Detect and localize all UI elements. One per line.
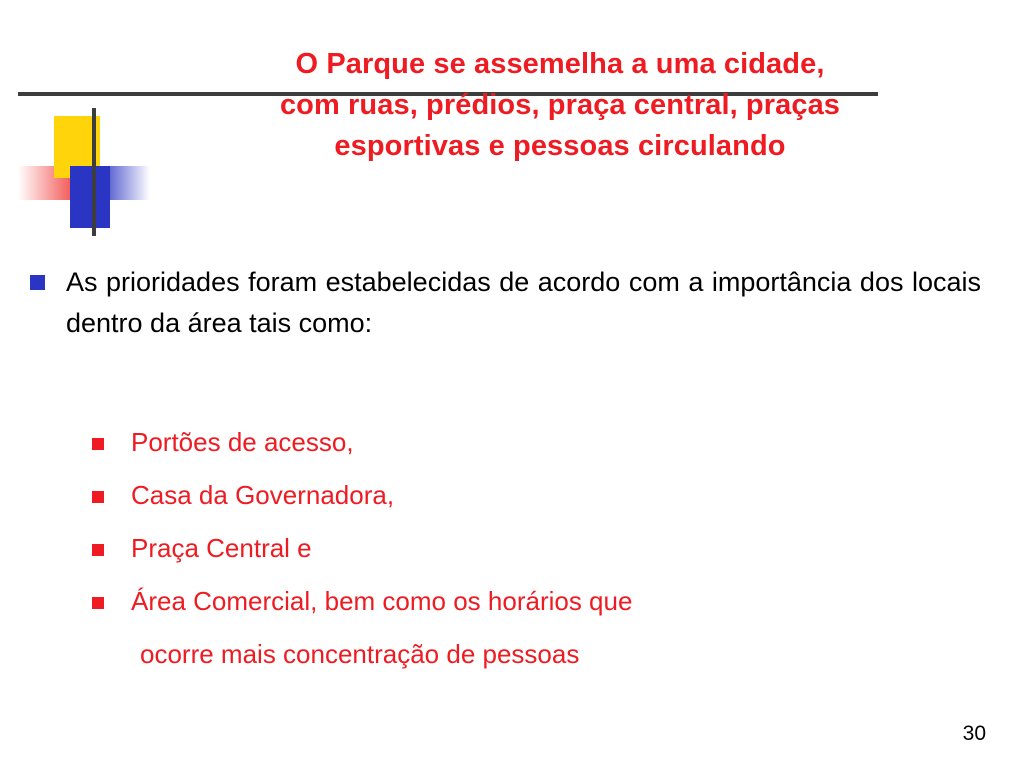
square-bullet-icon (92, 491, 104, 503)
logo-blue-fade-swatch (104, 166, 150, 200)
square-bullet-icon (92, 597, 104, 609)
slide-title-line-2: com ruas, prédios, praça central, praças (279, 89, 841, 121)
square-bullet-icon (92, 438, 104, 450)
sub-bullet-text: Praça Central e (131, 533, 312, 563)
main-bullet-text: As prioridades foram estabelecidas de acordo com a importância dos locais dentro da área tais como: (66, 267, 981, 338)
list-item (92, 531, 972, 565)
slide-title (150, 44, 970, 167)
logo-vertical-rule (92, 108, 96, 236)
list-item (92, 478, 972, 512)
page-number: 30 (962, 722, 986, 745)
slide-title-line-3: esportivas e pessoas circulando (334, 130, 786, 162)
square-bullet-icon (30, 275, 45, 290)
list-item (92, 584, 972, 618)
sub-bullet-text: Área Comercial, bem como os horários que (131, 586, 633, 616)
sub-bullet-list (92, 425, 972, 671)
sub-bullet-continuation-text: ocorre mais concentração de pessoas (140, 639, 580, 669)
slide-title-line-1: O Parque se assemelha a uma cidade, (295, 48, 825, 80)
slide-logo-decoration (18, 108, 148, 238)
main-bullet-item (30, 262, 995, 344)
square-bullet-icon (92, 544, 104, 556)
sub-bullet-text: Portões de acesso, (131, 427, 354, 457)
list-item (92, 425, 972, 459)
logo-blue-swatch (70, 166, 110, 228)
sub-bullet-text: Casa da Governadora, (131, 480, 395, 510)
